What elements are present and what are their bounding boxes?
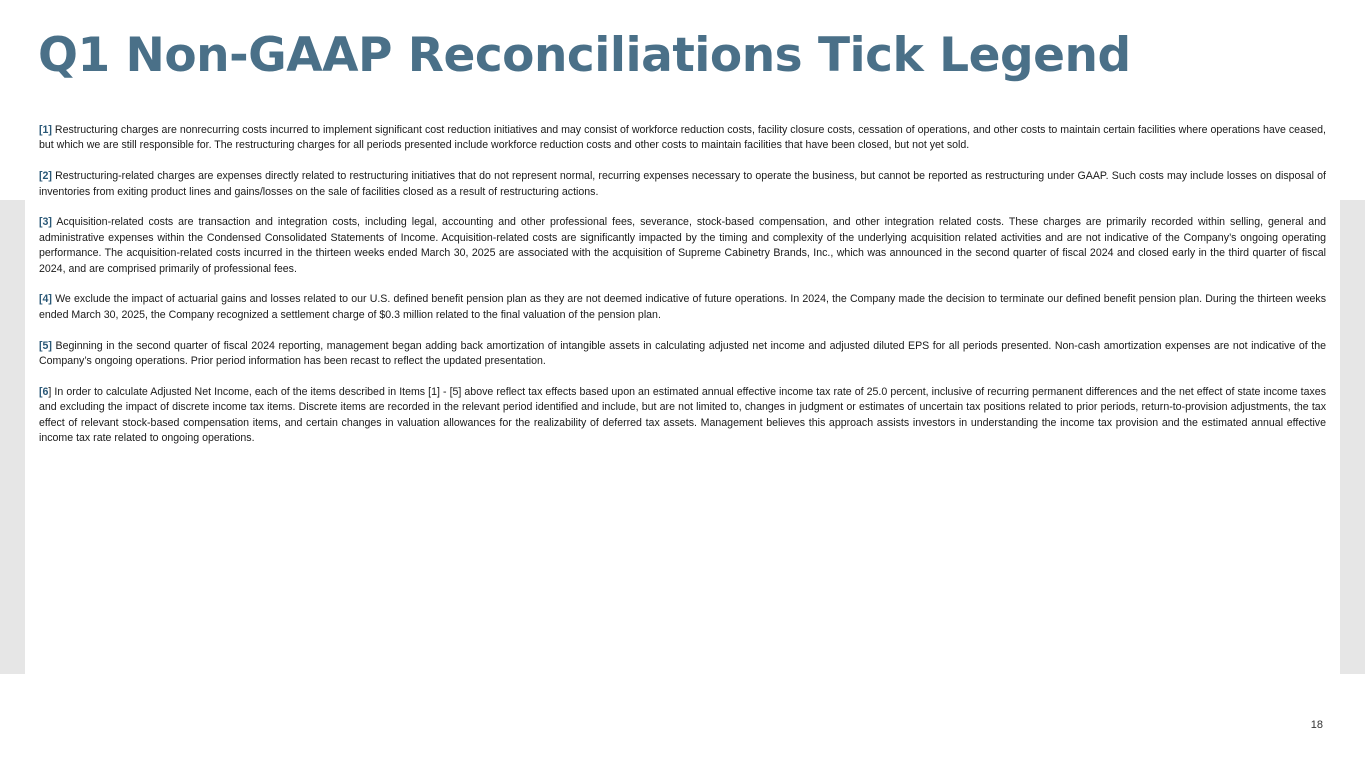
footnote-3-marker: [3]: [39, 216, 52, 229]
footnote-3-text: Acquisition-related costs are transaction and integration costs, including legal, accounting and other professional fees, severance, stock-based compensation, and other integration related costs. These charges are primarily recorded within selling, general and administrative expenses within the Condensed Consolidated Statements of Income. Acquisition-related costs are significantly impacted by the timing and complexity of the underlying acquisition related activities and are not indicative of the Company’s ongoing operating performance. The acquisition-related costs incurred in the thirteen weeks ended March 30, 2025 are associated with the acquisition of Supreme Cabinetry Brands, Inc., which was announced in the second quarter of fiscal 2024 and closed early in the third quarter of fiscal 2024, and are comprised primarily of professional fees.: [39, 216, 1326, 275]
footnote-5: [39, 339, 1326, 370]
footnote-2: [39, 169, 1326, 200]
left-side-band: [0, 200, 25, 674]
footnote-2-marker: [2]: [39, 170, 52, 183]
footnote-4-marker: [4]: [39, 293, 52, 306]
right-side-band: [1340, 200, 1365, 674]
slide-title: Q1 Non-GAAP Reconciliations Tick Legend: [38, 28, 1131, 83]
footnote-1-text: Restructuring charges are nonrecurring costs incurred to implement significant cost reduction initiatives and may consist of workforce reduction costs, facility closure costs, cessation of operations, and other costs to maintain certain facilities where operations have ceased, but which we are still responsible for. The restructuring charges for all periods presented include workforce reduction costs and other costs to maintain facilities that have been closed, but not yet sold.: [39, 124, 1326, 152]
footnote-5-text: Beginning in the second quarter of fiscal 2024 reporting, management began adding back amortization of intangible assets in calculating adjusted net income and adjusted diluted EPS for all periods presented. Non-cash amortization expenses are not indicative of the Company’s ongoing operations. Prior period information has been recast to reflect the updated presentation.: [39, 339, 1326, 368]
footnote-4: [39, 292, 1326, 323]
footnote-1: [39, 123, 1326, 154]
footnote-6-text: ] In order to calculate Adjusted Net Income, each of the items described in Items [1] - [5] above reflect tax effects based upon an estimated annual effective income tax rate of 25.0 percent, inclusive of recurring permanent differences and the net effect of state income taxes and excluding the impact of discrete income tax items. Discrete items are recorded in the relevant period identified and include, but are not limited to, changes in judgment or estimates of uncertain tax positions related to prior periods, return-to-provision adjustments, the tax effect of relevant stock-based compensation items, and certain changes in valuation allowances for the realizability of deferred tax assets. Management believes this approach assists investors in understanding the income tax provision and the estimated annual effective income tax rate related to ongoing operations.: [39, 385, 1326, 445]
footnote-1-marker: [1]: [39, 124, 52, 136]
footnote-2-text: Restructuring-related charges are expenses directly related to restructuring initiatives that do not represent normal, recurring expenses necessary to operate the business, but cannot be reported as restructuring under GAAP. Such costs may include losses on disposal of inventories from exiting product lines and gains/losses on the sale of facilities closed as a result of restructuring actions.: [39, 170, 1326, 198]
footnote-4-text: We exclude the impact of actuarial gains and losses related to our U.S. defined benefit pension plan as they are not deemed indicative of future operations. In 2024, the Company made the decision to terminate our defined benefit pension plan. During the thirteen weeks ended March 30, 2025, the Company recognized a settlement charge of $0.3 million related to the final valuation of the pension plan.: [39, 293, 1326, 321]
footnote-6: [39, 385, 1326, 447]
footnotes-list: [39, 123, 1326, 462]
footnote-3: [39, 215, 1326, 277]
footnote-5-marker: [5]: [39, 339, 52, 352]
page-number: 18: [1310, 719, 1323, 731]
footnote-6-marker: [6: [39, 385, 49, 398]
